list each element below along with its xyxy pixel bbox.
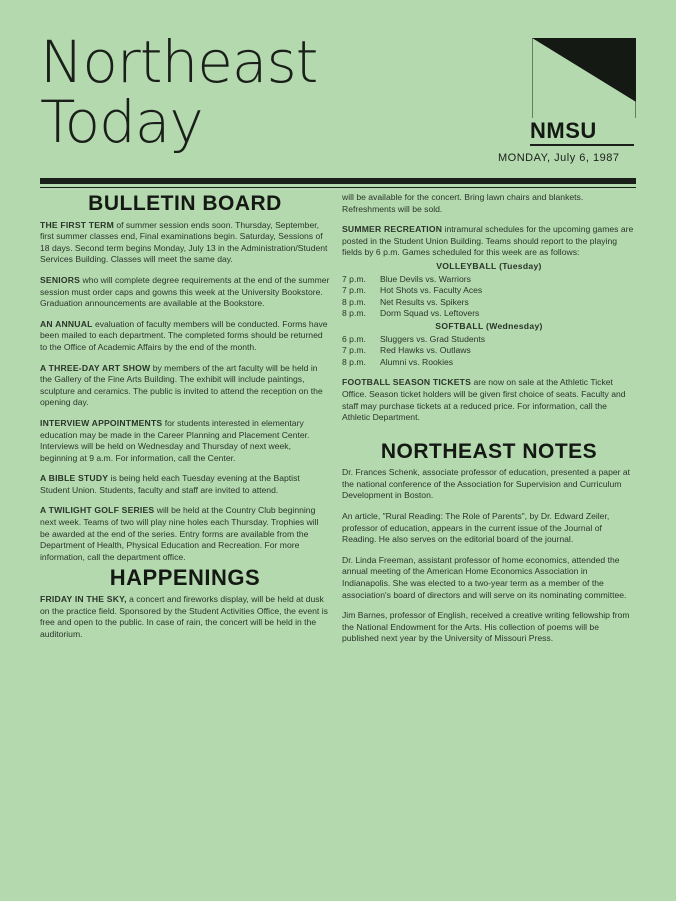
item-text: who will complete degree requirements at the end of the summer session must order caps and gowns this week at the University Bookstore. Graduation announcements are available at the Bookstore.: [40, 274, 330, 309]
schedule-row: [342, 357, 636, 369]
notes-item: [342, 610, 636, 645]
newsletter-title: [40, 28, 318, 156]
item-text: a concert and fireworks display, will be held at dusk on the practice field. Sponsored by the Student Activities Office, the event is free and open to the public. In case of rain, the concert will be held in the auditorium.: [40, 594, 328, 639]
game-time: 7 p.m.: [342, 273, 366, 284]
happenings-heading: HAPPENINGS: [109, 565, 261, 591]
schedule-row: [342, 334, 636, 346]
item-lead: FOOTBALL SEASON TICKETS: [342, 377, 472, 388]
bulletin-item: [40, 473, 330, 496]
item-text: by members of the art faculty will be held in the Gallery of the Fine Arts Building. The exhibit will include paintings, sculpture and ceramics. The public is invited to attend the reception on the opening day.: [40, 362, 323, 408]
game-schedule: [342, 261, 636, 368]
masthead-rule-thin: [40, 187, 636, 188]
item-text: intramural schedules for the upcoming games are posted in the Student Union Building. Teams should report to the playing fields by 6 p.m. Games scheduled for this week are as follows:: [342, 224, 634, 258]
item-lead: INTERVIEW APPOINTMENTS: [40, 417, 163, 428]
game-teams: Sluggers vs. Grad Students: [380, 333, 486, 344]
notes-item: [342, 555, 636, 601]
item-text: are now on sale at the Athletic Ticket Office. Season ticket holders will be given first choice of seats. Faculty and staff may purchase tickets at a reduced price. For information, call the Athletic Department.: [342, 377, 626, 423]
game-teams: Alumni vs. Rookies: [380, 356, 454, 367]
game-time: 8 p.m.: [342, 356, 366, 367]
bulletin-item: [40, 275, 330, 310]
item-lead: FRIDAY IN THE SKY,: [40, 594, 127, 605]
volleyball-heading: VOLLEYBALL (Tuesday): [436, 260, 542, 271]
game-time: 7 p.m.: [342, 345, 366, 356]
item-text: is being held each Tuesday evening at the Baptist Student Union. Students, faculty and staff are invited to attend.: [40, 473, 300, 495]
schedule-row: [342, 308, 636, 320]
bulletin-item: [40, 505, 330, 563]
item-text: Dr. Linda Freeman, assistant professor of home economics, attended the annual meeting of the American Home Economics Association in Indianapolis. She was elected to a two-year term as a member of the association's board of directors and will serve on its nominating committee.: [342, 554, 627, 600]
game-teams: Hot Shots vs. Faculty Aces: [380, 285, 483, 296]
northeast-notes-heading: NORTHEAST NOTES: [380, 439, 598, 463]
title-line-1: Northeast: [40, 28, 318, 96]
item-lead: A TWILIGHT GOLF SERIES: [40, 505, 155, 516]
issue-date: MONDAY, July 6, 1987: [498, 152, 620, 164]
game-teams: Net Results vs. Spikers: [380, 296, 469, 307]
item-text: of summer session ends soon. Thursday, September, first summer classes end, Final examinations begin. Saturday, Sessions of 18 days. Second term begins Monday, July 13 in the Administration/Student Services Building. Classes will meet the same day.: [40, 219, 328, 265]
item-text: Jim Barnes, professor of English, received a creative writing fellowship from the National Endowment for the Arts. His collection of poems will be published next year by the University of Missouri Press.: [342, 610, 630, 644]
game-teams: Blue Devils vs. Warriors: [380, 273, 471, 284]
football-item: [342, 377, 636, 423]
bulletin-item: [40, 319, 330, 354]
item-lead: THE FIRST TERM: [40, 219, 114, 230]
schedule-row: [342, 345, 636, 357]
bulletin-board-heading: BULLETIN BOARD: [88, 192, 282, 215]
item-lead: SENIORS: [40, 274, 81, 285]
nmsu-logo-text: NMSU: [530, 118, 597, 143]
game-time: 8 p.m.: [342, 296, 366, 307]
game-time: 6 p.m.: [342, 333, 366, 344]
masthead: [0, 0, 676, 190]
game-teams: Dorm Squad vs. Leftovers: [380, 308, 480, 319]
summer-recreation-item: [342, 224, 636, 368]
bulletin-item: [40, 363, 330, 409]
bulletin-item: [40, 220, 330, 266]
schedule-row: [342, 285, 636, 297]
game-teams: Red Hawks vs. Outlaws: [380, 345, 471, 356]
item-lead: SUMMER RECREATION: [342, 224, 443, 235]
right-column: [342, 192, 636, 654]
softball-heading: SOFTBALL (Wednesday): [435, 320, 543, 331]
item-text: evaluation of faculty members will be conducted. Forms have been mailed to each department. The completed forms should be returned to the Office of Academic Affairs by the end of the month.: [40, 318, 328, 352]
game-time: 8 p.m.: [342, 308, 366, 319]
item-text: will be held at the Country Club beginning next week. Teams of two will play nine holes each Thursday. Trophies will be awarded at the end of the series. Entry forms are available from the Department of Health, Physical Education and Recreation. For more information, call the department office.: [40, 505, 319, 562]
schedule-row: [342, 297, 636, 309]
bulletin-item: [40, 418, 330, 464]
schedule-row: [342, 274, 636, 286]
masthead-rule-thick: [40, 178, 636, 184]
continued-text: [342, 192, 636, 215]
item-text: will be available for the concert. Bring lawn chairs and blankets. Refreshments will be sold.: [342, 192, 584, 214]
happenings-item: [40, 594, 330, 640]
game-time: 7 p.m.: [342, 285, 366, 296]
notes-item: [342, 511, 636, 546]
logo-underline: [530, 144, 634, 146]
notes-item: [342, 467, 636, 502]
item-lead: AN ANNUAL: [40, 318, 93, 329]
item-text: for students interested in elementary education may be made in the Career Planning and Placement Center. Interviews will be held on Wednesday and Thursday of next week, beginning at 9 a.m. For information, call the Center.: [40, 417, 310, 463]
left-column: [40, 192, 330, 649]
item-text: An article, "Rural Reading: The Role of Parents", by Dr. Edward Zeiler, professor of education, appears in the current issue of the Journal of Reading. He also serves on the editorial board of the journal.: [342, 511, 610, 545]
item-lead: A BIBLE STUDY: [40, 473, 109, 484]
item-lead: A THREE-DAY ART SHOW: [40, 362, 151, 373]
item-text: Dr. Frances Schenk, associate professor of education, presented a paper at the national conference of the Association for Supervision and Curriculum Development in Boston.: [342, 467, 631, 501]
title-line-2: Today: [40, 88, 203, 156]
